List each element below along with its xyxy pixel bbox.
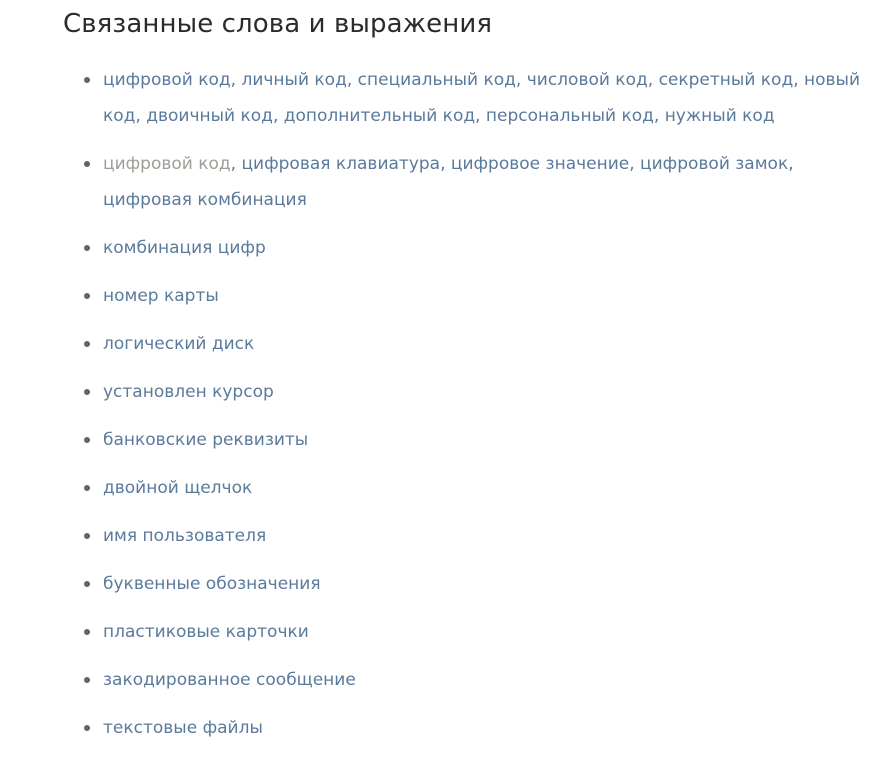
related-word-link[interactable]: двойной щелчок xyxy=(103,478,253,498)
related-word-link[interactable]: цифровое значение xyxy=(450,154,630,174)
related-word-link[interactable]: цифровой код xyxy=(103,70,231,90)
related-word-link[interactable]: цифровой замок xyxy=(640,154,789,174)
related-word-link[interactable]: секретный код xyxy=(658,70,794,90)
related-word-link[interactable]: комбинация цифр xyxy=(103,238,266,258)
list-item xyxy=(0,614,871,650)
related-word-link[interactable]: имя пользователя xyxy=(103,526,267,546)
list-item xyxy=(0,662,871,698)
list-item xyxy=(0,230,871,266)
link-separator: , xyxy=(788,154,794,174)
bullet-icon xyxy=(84,725,90,731)
bullet-icon xyxy=(84,245,90,251)
link-separator: , xyxy=(653,106,665,126)
bullet-icon xyxy=(84,485,90,491)
related-word-link[interactable]: буквенные обозначения xyxy=(103,574,321,594)
related-word-link[interactable]: персональный код xyxy=(485,106,654,126)
related-word-link[interactable]: числовой код xyxy=(526,70,648,90)
list-item xyxy=(0,422,871,458)
link-separator: , xyxy=(346,70,358,90)
list-item xyxy=(0,62,871,134)
list-item xyxy=(0,326,871,362)
list-item xyxy=(0,566,871,602)
related-word-link[interactable]: цифровая клавиатура xyxy=(241,154,441,174)
related-words-list xyxy=(0,62,871,758)
related-word-link[interactable]: закодированное сообщение xyxy=(103,670,356,690)
related-word-link[interactable]: пластиковые карточки xyxy=(103,622,309,642)
related-word-link[interactable]: цифровая комбинация xyxy=(103,190,307,210)
bullet-icon xyxy=(84,629,90,635)
section-title: Связанные слова и выражения xyxy=(63,9,493,39)
bullet-icon xyxy=(84,77,90,83)
related-word-link[interactable]: дополнительный код xyxy=(283,106,476,126)
bullet-icon xyxy=(84,389,90,395)
related-word-link[interactable]: специальный код xyxy=(357,70,516,90)
bullet-icon xyxy=(84,341,90,347)
link-separator: , xyxy=(230,70,242,90)
list-item xyxy=(0,710,871,746)
bullet-icon xyxy=(84,533,90,539)
related-word-link[interactable]: личный код xyxy=(241,70,347,90)
link-separator: , xyxy=(135,106,147,126)
list-item xyxy=(0,278,871,314)
link-separator: , xyxy=(647,70,659,90)
related-word-link[interactable]: новый код xyxy=(103,70,861,126)
related-word-link[interactable]: логический диск xyxy=(103,334,255,354)
bullet-icon xyxy=(84,161,90,167)
link-separator: , xyxy=(515,70,527,90)
list-item xyxy=(0,470,871,506)
list-item xyxy=(0,146,871,218)
related-word-link[interactable]: текстовые файлы xyxy=(103,718,263,738)
link-separator: , xyxy=(793,70,805,90)
list-item xyxy=(0,518,871,554)
related-word-link[interactable]: двоичный код xyxy=(146,106,273,126)
related-word-link[interactable]: цифровой код xyxy=(103,154,231,174)
bullet-icon xyxy=(84,581,90,587)
related-word-link[interactable]: банковские реквизиты xyxy=(103,430,309,450)
related-word-link[interactable]: нужный код xyxy=(664,106,775,126)
bullet-icon xyxy=(84,677,90,683)
related-word-link[interactable]: установлен курсор xyxy=(103,382,274,402)
link-separator: , xyxy=(440,154,451,174)
link-separator: , xyxy=(475,106,486,126)
related-word-link[interactable]: номер карты xyxy=(103,286,219,306)
bullet-icon xyxy=(84,293,90,299)
link-separator: , xyxy=(629,154,641,174)
link-separator: , xyxy=(230,154,242,174)
list-item xyxy=(0,374,871,410)
link-separator: , xyxy=(272,106,284,126)
bullet-icon xyxy=(84,437,90,443)
